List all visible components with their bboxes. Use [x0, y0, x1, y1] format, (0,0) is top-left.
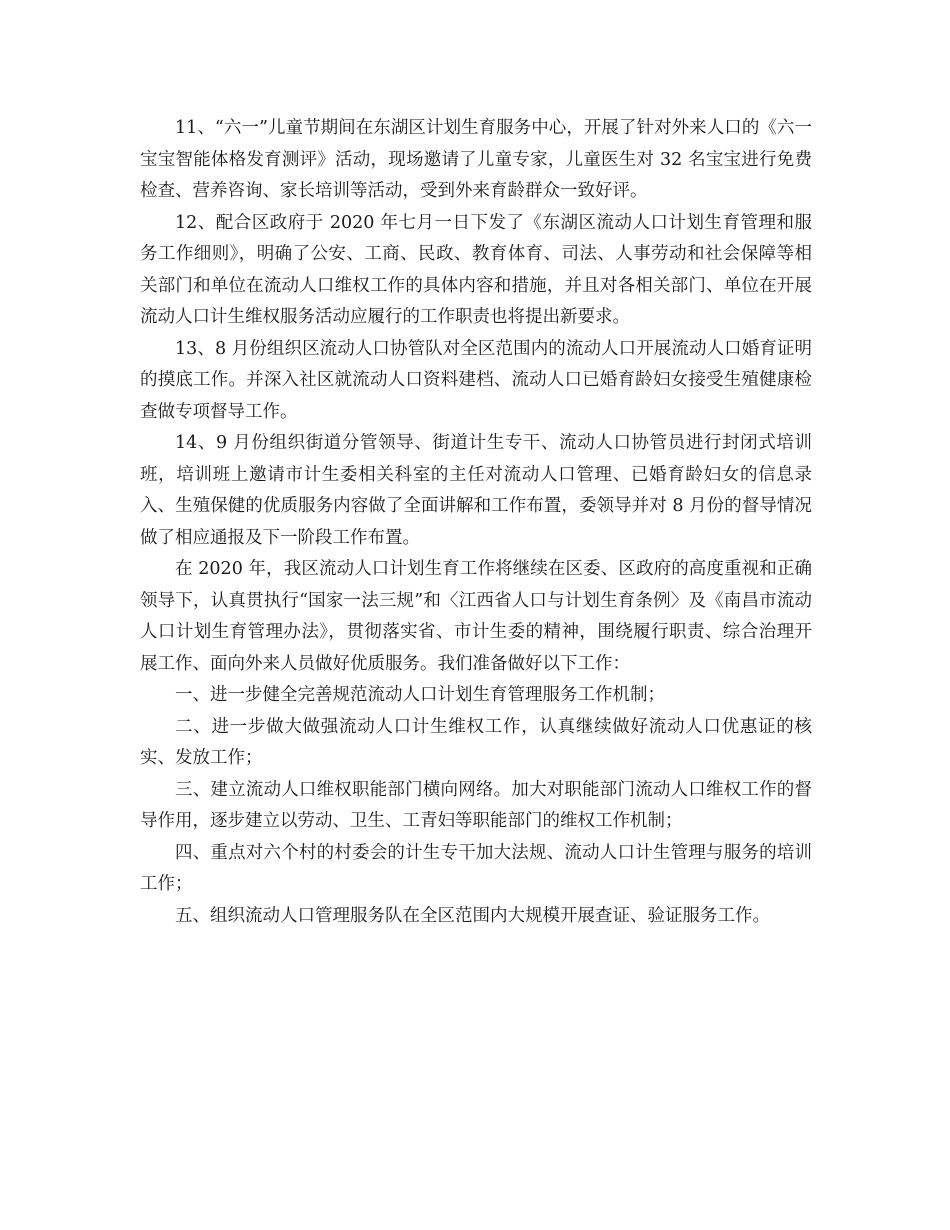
paragraph-plan-3: 三、建立流动人口维权职能部门横向网络。加大对职能部门流动人口维权工作的督导作用，逐步建立以劳动、卫生、工青妇等职能部门的维权工作机制；: [140, 779, 812, 831]
document-body: [140, 113, 812, 932]
paragraph-plan-4: 四、重点对六个村的村委会的计生专干加大法规、流动人口计生管理与服务的培训工作；: [140, 842, 812, 894]
paragraph-plan-intro: 在 2020 年，我区流动人口计划生育工作将继续在区委、区政府的高度重视和正确领导下，认真贯执行“国家一法三规”和〈江西省人口与计划生育条例〉及《南昌市流动人口计划生育管理办法》，贯彻落实省、市计生委的精神，围绕履行职责、综合治理开展工作、面向外来人员做好优质服务。我们准备做好以下工作：: [140, 559, 812, 674]
paragraph-item-14: 14、9 月份组织街道分管领导、街道计生专干、流动人口协管员进行封闭式培训班，培训班上邀请市计生委相关科室的主任对流动人口管理、已婚育龄妇女的信息录入、生殖保健的优质服务内容做了全面讲解和工作布置，委领导并对 8 月份的督导情况做了相应通报及下一阶段工作布置。: [140, 433, 812, 548]
paragraph-item-13: 13、8 月份组织区流动人口协管队对全区范围内的流动人口开展流动人口婚育证明的摸底工作。并深入社区就流动人口资料建档、流动人口已婚育龄妇女接受生殖健康检查做专项督导工作。: [140, 338, 812, 422]
paragraph-plan-2: 二、进一步做大做强流动人口计生维权工作，认真继续做好流动人口优惠证的核实、发放工作；: [140, 716, 812, 768]
paragraph-item-11: 11、“六一”儿童节期间在东湖区计划生育服务中心，开展了针对外来人口的《六一宝宝智能体格发育测评》活动，现场邀请了儿童专家，儿童医生对 32 名宝宝进行免费检查、营养咨询、家长培训等活动，受到外来育龄群众一致好评。: [140, 118, 812, 201]
paragraph-item-12: 12、配合区政府于 2020 年七月一日下发了《东湖区流动人口计划生育管理和服务工作细则》，明确了公安、工商、民政、教育体育、司法、人事劳动和社会保障等相关部门和单位在流动人口维权工作的具体内容和措施，并且对各相关部门、单位在开展流动人口计生维权服务活动应履行的工作职责也将提出新要求。: [140, 212, 812, 327]
paragraph-plan-1: 一、进一步健全完善规范流动人口计划生育管理服务工作机制；: [175, 685, 665, 705]
paragraph-plan-5: 五、组织流动人口管理服务队在全区范围内大规模开展查证、验证服务工作。: [175, 905, 770, 926]
